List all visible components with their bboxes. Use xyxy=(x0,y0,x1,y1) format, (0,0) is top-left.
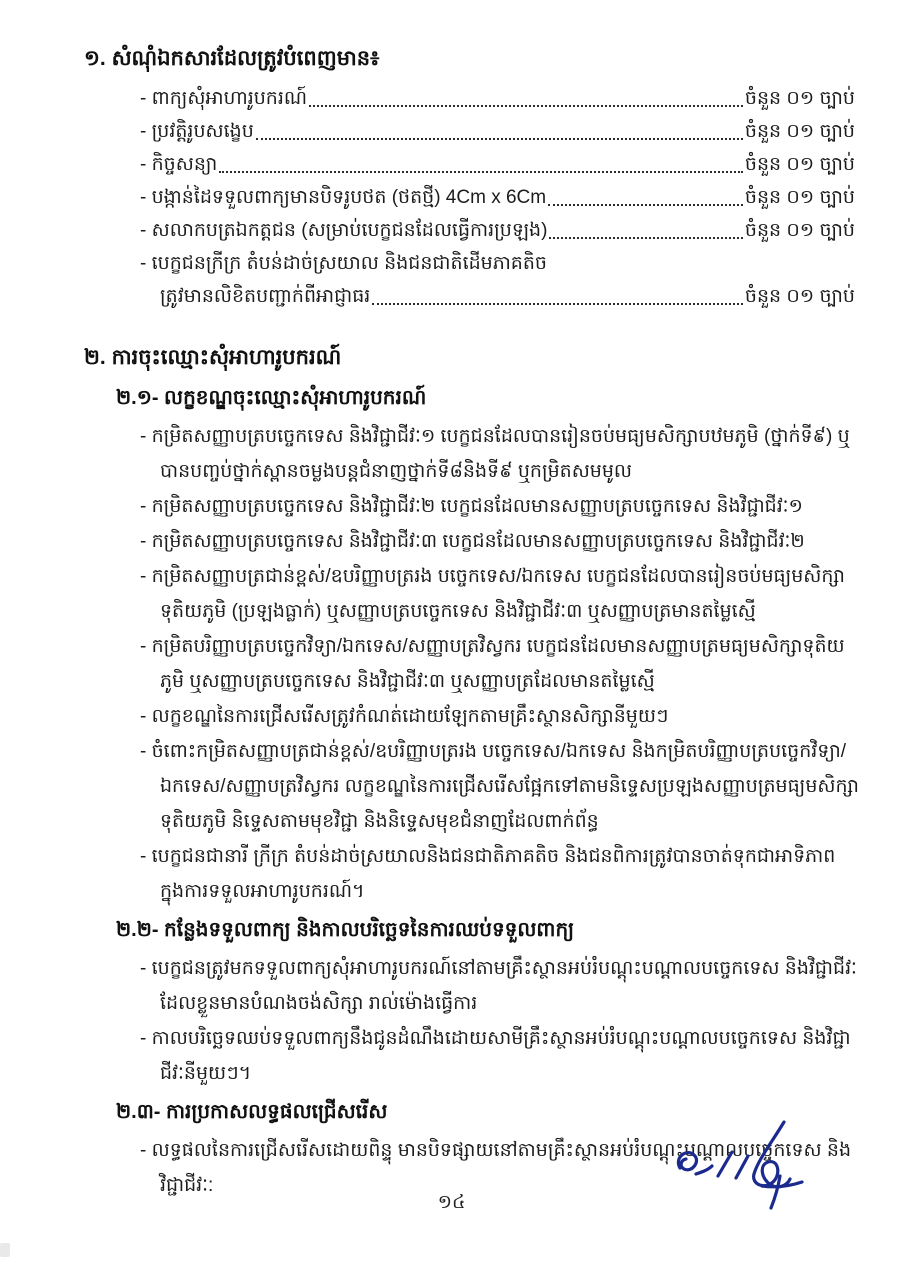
item-label: - បង្កាន់ដៃទទួលពាក្យមានបិទរូបថត (ថតថ្មី) 4Cm x 6Cm xyxy=(140,187,547,208)
section-2-2-heading: ២.២- កន្លែងទទួលពាក្យ និងកាលបរិច្ឆេទនៃការឈប់ទទួលពាក្យ xyxy=(116,919,575,941)
dot-leader xyxy=(549,237,742,239)
section-2-1-bullets xyxy=(140,419,859,909)
bullet-item: - លទ្ធផលនៃការជ្រើសរើសដោយពិន្ទុ មានបិទផ្សាយនៅតាមគ្រឹះស្ថានអប់រំបណ្តុះបណ្តាលបច្ចេកទេស និងវិជ្ជាជីវៈ: xyxy=(140,1140,852,1196)
item-count: ចំនួន ០១ ច្បាប់ xyxy=(744,154,855,175)
item-count: ចំនួន ០១ ច្បាប់ xyxy=(744,88,855,109)
list-item xyxy=(140,214,855,247)
dot-leader xyxy=(372,303,743,305)
section-2-1-heading: ២.១- លក្ខខណ្ឌចុះឈ្មោះសុំអាហារូបករណ៍ xyxy=(116,387,427,409)
bullet-item: - កម្រិតសញ្ញាបត្របច្ចេកទេស និងវិជ្ជាជីវៈ៣ បេក្ខជនដែលមានសញ្ញាបត្របច្ចេកទេស និងវិជ្ជាជីវៈ២ xyxy=(140,531,805,552)
list-item-intro: - បេក្ខជនក្រីក្រ តំបន់ដាច់ស្រយាល និងជនជាតិដើមភាគតិច xyxy=(140,253,547,274)
page-number: ១៤ xyxy=(437,1192,466,1213)
dot-leader xyxy=(219,171,743,173)
bullet-item: - ចំពោះកម្រិតសញ្ញាបត្រជាន់ខ្ពស់/ឧបរិញ្ញាបត្ររង បច្ចេកទេស/ឯកទេស និងកម្រិតបរិញ្ញាបត្របច្ចេកវិទ្យា/ឯកទេស/សញ្ញាបត្រវិស្វករ លក្ខខណ្ឌនៃការជ្រើសរើសផ្អែកទៅតាមនិទ្ទេសប្រឡងសញ្ញាបត្រមធ្យមសិក្សាទុតិយភូមិ និទ្ទេសតាមមុខវិជ្ជា និងនិទ្ទេសមុខជំនាញដែលពាក់ព័ន្ធ xyxy=(140,741,859,832)
bullet-item: - កម្រិតសញ្ញាបត្របច្ចេកទេស និងវិជ្ជាជីវៈ២ បេក្ខជនដែលមានសញ្ញាបត្របច្ចេកទេស និងវិជ្ជាជីវៈ១ xyxy=(140,496,803,517)
dot-leader xyxy=(256,138,743,140)
scan-artifact xyxy=(0,1243,10,1257)
section-2-2-bullets xyxy=(140,951,859,1091)
item-label: - កិច្ចសន្យា xyxy=(140,154,218,175)
section-1-heading: ១. សំណុំឯកសារដែលត្រូវបំពេញមាន៖ xyxy=(84,47,380,70)
item-count: ចំនួន ០១ ច្បាប់ xyxy=(744,187,855,208)
dot-leader xyxy=(548,204,743,206)
item-label: ត្រូវមានលិខិតបញ្ជាក់ពីអាជ្ញាធរ xyxy=(160,286,371,307)
bullet-item: - កម្រិតបរិញ្ញាបត្របច្ចេកវិទ្យា/ឯកទេស/សញ្ញាបត្រវិស្វករ បេក្ខជនដែលមានសញ្ញាបត្រមធ្យមសិក្សាទុតិយភូមិ ឬសញ្ញាបត្របច្ចេកទេស និងវិជ្ជាជីវៈ៣ ឬសញ្ញាបត្រដែលមានតម្លៃស្មើ xyxy=(140,636,845,692)
section-2-3-heading: ២.៣- ការប្រកាសលទ្ធផលជ្រើសរើស xyxy=(116,1101,388,1123)
list-item xyxy=(140,115,855,148)
item-count: ចំនួន ០១ ច្បាប់ xyxy=(744,121,855,142)
item-label: - សលាកបត្រឯកត្តជន (សម្រាប់បេក្ខជនដែលធ្វើការប្រឡង) xyxy=(140,220,548,241)
item-count: ចំនួន ០១ ច្បាប់ xyxy=(744,286,855,307)
item-label: - ប្រវត្តិរូបសង្ខេប xyxy=(140,121,254,142)
bullet-item: - កម្រិតសញ្ញាបត្រជាន់ខ្ពស់/ឧបរិញ្ញាបត្ររង បច្ចេកទេស/ឯកទេស បេក្ខជនដែលបានរៀនចប់មធ្យមសិក្សាទុតិយភូមិ (ប្រឡងធ្លាក់) ឬសញ្ញាបត្របច្ចេកទេស និងវិជ្ជាជីវៈ៣ ឬសញ្ញាបត្រមានតម្លៃស្មើ xyxy=(140,566,845,622)
bullet-item: - កម្រិតសញ្ញាបត្របច្ចេកទេស និងវិជ្ជាជីវៈ១ បេក្ខជនដែលបានរៀនចប់មធ្យមសិក្សាបឋមភូមិ (ថ្នាក់ទី៩) ឬបានបញ្ចប់ថ្នាក់ស្ពានចម្លងបន្តជំនាញថ្នាក់ទី៨និងទី៩ ឬកម្រិតសមមូល xyxy=(140,426,850,482)
bullet-item: - បេក្ខជនជានារី ក្រីក្រ តំបន់ដាច់ស្រយាលនិងជនជាតិភាគតិច និងជនពិការត្រូវបានចាត់ទុកជាអាទិភាពក្នុងការទទួលអាហារូបករណ៍។ xyxy=(140,846,836,902)
item-label: - ពាក្យសុំអាហារូបករណ៍ xyxy=(140,88,308,109)
list-item xyxy=(140,148,855,181)
required-documents-list xyxy=(140,82,855,313)
list-item xyxy=(160,280,855,313)
dot-leader xyxy=(309,105,743,107)
bullet-item: - បេក្ខជនត្រូវមកទទួលពាក្យសុំអាហារូបករណ៍នៅតាមគ្រឹះស្ថានអប់រំបណ្តុះបណ្តាលបច្ចេកទេស និងវិជ្ជាជីវៈដែលខ្លួនមានបំណងចង់សិក្សា រាល់ម៉ោងធ្វើការ xyxy=(140,958,857,1014)
top-margin xyxy=(0,0,903,42)
item-count: ចំនួន ០១ ច្បាប់ xyxy=(744,220,855,241)
section-2-heading: ២. ការចុះឈ្មោះសុំអាហារូបករណ៍ xyxy=(84,346,342,369)
bullet-item: - លក្ខខណ្ឌនៃការជ្រើសរើសត្រូវកំណត់ដោយឡែកតាមគ្រឹះស្ថានសិក្សានីមួយៗ xyxy=(140,706,669,727)
list-item xyxy=(140,82,855,115)
list-item xyxy=(140,181,855,214)
bullet-item: - កាលបរិច្ឆេទឈប់ទទួលពាក្យនឹងជូនដំណឹងដោយសាមីគ្រឹះស្ថានអប់រំបណ្តុះបណ្តាលបច្ចេកទេស និងវិជ្ជាជីវៈនីមួយៗ។ xyxy=(140,1028,851,1084)
